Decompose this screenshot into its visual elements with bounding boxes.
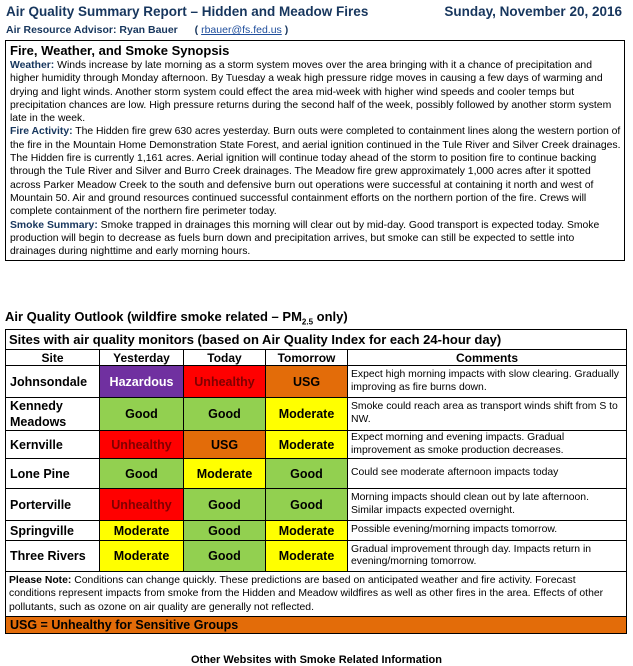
outlook-title xyxy=(5,309,348,327)
synopsis-text xyxy=(6,58,624,260)
comment-cell: Expect high morning impacts with slow clearing. Gradually improving as fire burns down. xyxy=(348,366,627,398)
advisor-email-link[interactable]: rbauer@fs.fed.us xyxy=(201,24,282,36)
footer-heading: Other Websites with Smoke Related Information xyxy=(190,654,442,666)
aqi-today-cell: Good xyxy=(184,521,266,541)
synopsis-title: Fire, Weather, and Smoke Synopsis xyxy=(10,43,230,58)
please-note xyxy=(6,572,627,617)
site-name: Porterville xyxy=(6,489,100,521)
site-name: Springville xyxy=(6,521,100,541)
column-header-row xyxy=(6,350,627,366)
note-label: Please Note: xyxy=(9,575,72,587)
aqi-tomorrow-cell: Good xyxy=(266,489,348,521)
aqi-tomorrow-cell: Moderate xyxy=(266,521,348,541)
site-name: Lone Pine xyxy=(6,459,100,489)
table-row xyxy=(6,366,627,398)
report-header xyxy=(6,4,622,42)
weather-text: Winds increase by late morning as a storm system moves over the area bringing with it a chance of precipitation and higher humidity through Monday afternoon. By Tuesday a weak high pressure ridge moves in causing a few days of warming and drying and light winds. Another storm system could effect the area mid-week with higher wind speeds and cooler temps but precipitation chances are low. High pressure returns during the second half of the week, possibly followed by another storm system late in the week. xyxy=(10,60,612,125)
col-tomorrow: Tomorrow xyxy=(266,350,348,366)
air-quality-table xyxy=(5,329,627,634)
comment-cell: Gradual improvement through day. Impacts return in evening/morning tomorrow. xyxy=(348,541,627,572)
aqi-tomorrow-cell: Moderate xyxy=(266,541,348,572)
report-title: Air Quality Summary Report – Hidden and Meadow Fires xyxy=(6,4,369,19)
aqi-yesterday-cell: Good xyxy=(100,459,184,489)
table-row xyxy=(6,398,627,431)
aqi-yesterday-cell: Moderate xyxy=(100,541,184,572)
aqi-yesterday-cell: Moderate xyxy=(100,521,184,541)
fire-activity-text: The Hidden fire grew 630 acres yesterday. Burn outs were completed to containment lines along the western portion of the fire in the Mountain Home Demonstration State Forest, and aerial ignition continued in the Tule River and Silver Creek drainages. The Hidden fire is currently 1,161 acres. Aerial ignition will continue today ahead of the storm to position fire to continue backing through the Tule River and Silver and Burro Creek drainages. The Meadow fire grew approximately 1,000 acres after it spotted across Parker Meadow Creek to the south and defensive burn out operations were successful at containing it north and west of Mountain 50. Air and ground resources continued successful containment efforts on the northern portion of the fire. Crews will complete containment of the northern fire perimeter today. xyxy=(10,126,621,218)
advisor-name: Air Resource Advisor: Ryan Bauer xyxy=(6,24,178,36)
col-today: Today xyxy=(184,350,266,366)
outlook-title-text: Air Quality Outlook (wildfire smoke related – PM xyxy=(5,309,302,324)
aqi-today-cell: Good xyxy=(184,398,266,431)
comment-cell: Morning impacts should clean out by late afternoon. Similar impacts expected overnight. xyxy=(348,489,627,521)
comment-cell: Could see moderate afternoon impacts today xyxy=(348,459,627,489)
table-row xyxy=(6,541,627,572)
aqi-tomorrow-cell: Moderate xyxy=(266,431,348,459)
comment-cell: Possible evening/morning impacts tomorrow. xyxy=(348,521,627,541)
col-site: Site xyxy=(6,350,100,366)
advisor-line xyxy=(6,24,288,36)
table-row xyxy=(6,431,627,459)
aqi-today-cell: Good xyxy=(184,489,266,521)
aqi-today-cell: Moderate xyxy=(184,459,266,489)
aqi-yesterday-cell: Unhealthy xyxy=(100,489,184,521)
col-yesterday: Yesterday xyxy=(100,350,184,366)
aqi-yesterday-cell: Unhealthy xyxy=(100,431,184,459)
table-row xyxy=(6,489,627,521)
aqi-yesterday-cell: Hazardous xyxy=(100,366,184,398)
col-comments: Comments xyxy=(348,350,627,366)
fire-activity-label: Fire Activity: xyxy=(10,126,73,138)
usg-legend: USG = Unhealthy for Sensitive Groups xyxy=(6,617,627,634)
report-date: Sunday, November 20, 2016 xyxy=(444,4,622,19)
note-text: Conditions can change quickly. These predictions are based on anticipated weather and fire activity. Forecast conditions represent impacts from smoke from the Hidden and Meadow wildfires as well as other fires in the area. Effects of other pollutants, such as ozone on air quality are generally not reflected. xyxy=(9,575,604,613)
synopsis-box xyxy=(5,40,625,261)
aqi-tomorrow-cell: Good xyxy=(266,459,348,489)
aqi-tomorrow-cell: USG xyxy=(266,366,348,398)
aqi-tomorrow-cell: Moderate xyxy=(266,398,348,431)
site-name: Three Rivers xyxy=(6,541,100,572)
weather-label: Weather: xyxy=(10,60,55,71)
site-name: Kennedy Meadows xyxy=(6,398,100,431)
aqi-today-cell: USG xyxy=(184,431,266,459)
paren-close: ) xyxy=(284,24,289,36)
paren-open: ( xyxy=(194,24,199,36)
table-row xyxy=(6,459,627,489)
comment-cell: Expect morning and evening impacts. Gradual improvement as smoke production decreases. xyxy=(348,431,627,459)
table-row xyxy=(6,521,627,541)
smoke-summary-label: Smoke Summary: xyxy=(10,219,98,231)
outlook-title-end: only) xyxy=(313,309,348,324)
outlook-title-sub: 2.5 xyxy=(301,317,314,327)
comment-cell: Smoke could reach area as transport winds shift from S to NW. xyxy=(348,398,627,431)
site-name: Kernville xyxy=(6,431,100,459)
smoke-summary-text: Smoke trapped in drainages this morning will clear out by mid-day. Good transport is expected today. Smoke production will begin to decrease as fuels burn down and precipitation arrives, but smoke can still be expected to settle into drainages during nighttime and early morning hours. xyxy=(10,219,600,258)
site-name: Johnsondale xyxy=(6,366,100,398)
aqi-today-cell: Unhealthy xyxy=(184,366,266,398)
table-heading: Sites with air quality monitors (based on Air Quality Index for each 24-hour day) xyxy=(6,330,627,350)
aqi-yesterday-cell: Good xyxy=(100,398,184,431)
aqi-today-cell: Good xyxy=(184,541,266,572)
